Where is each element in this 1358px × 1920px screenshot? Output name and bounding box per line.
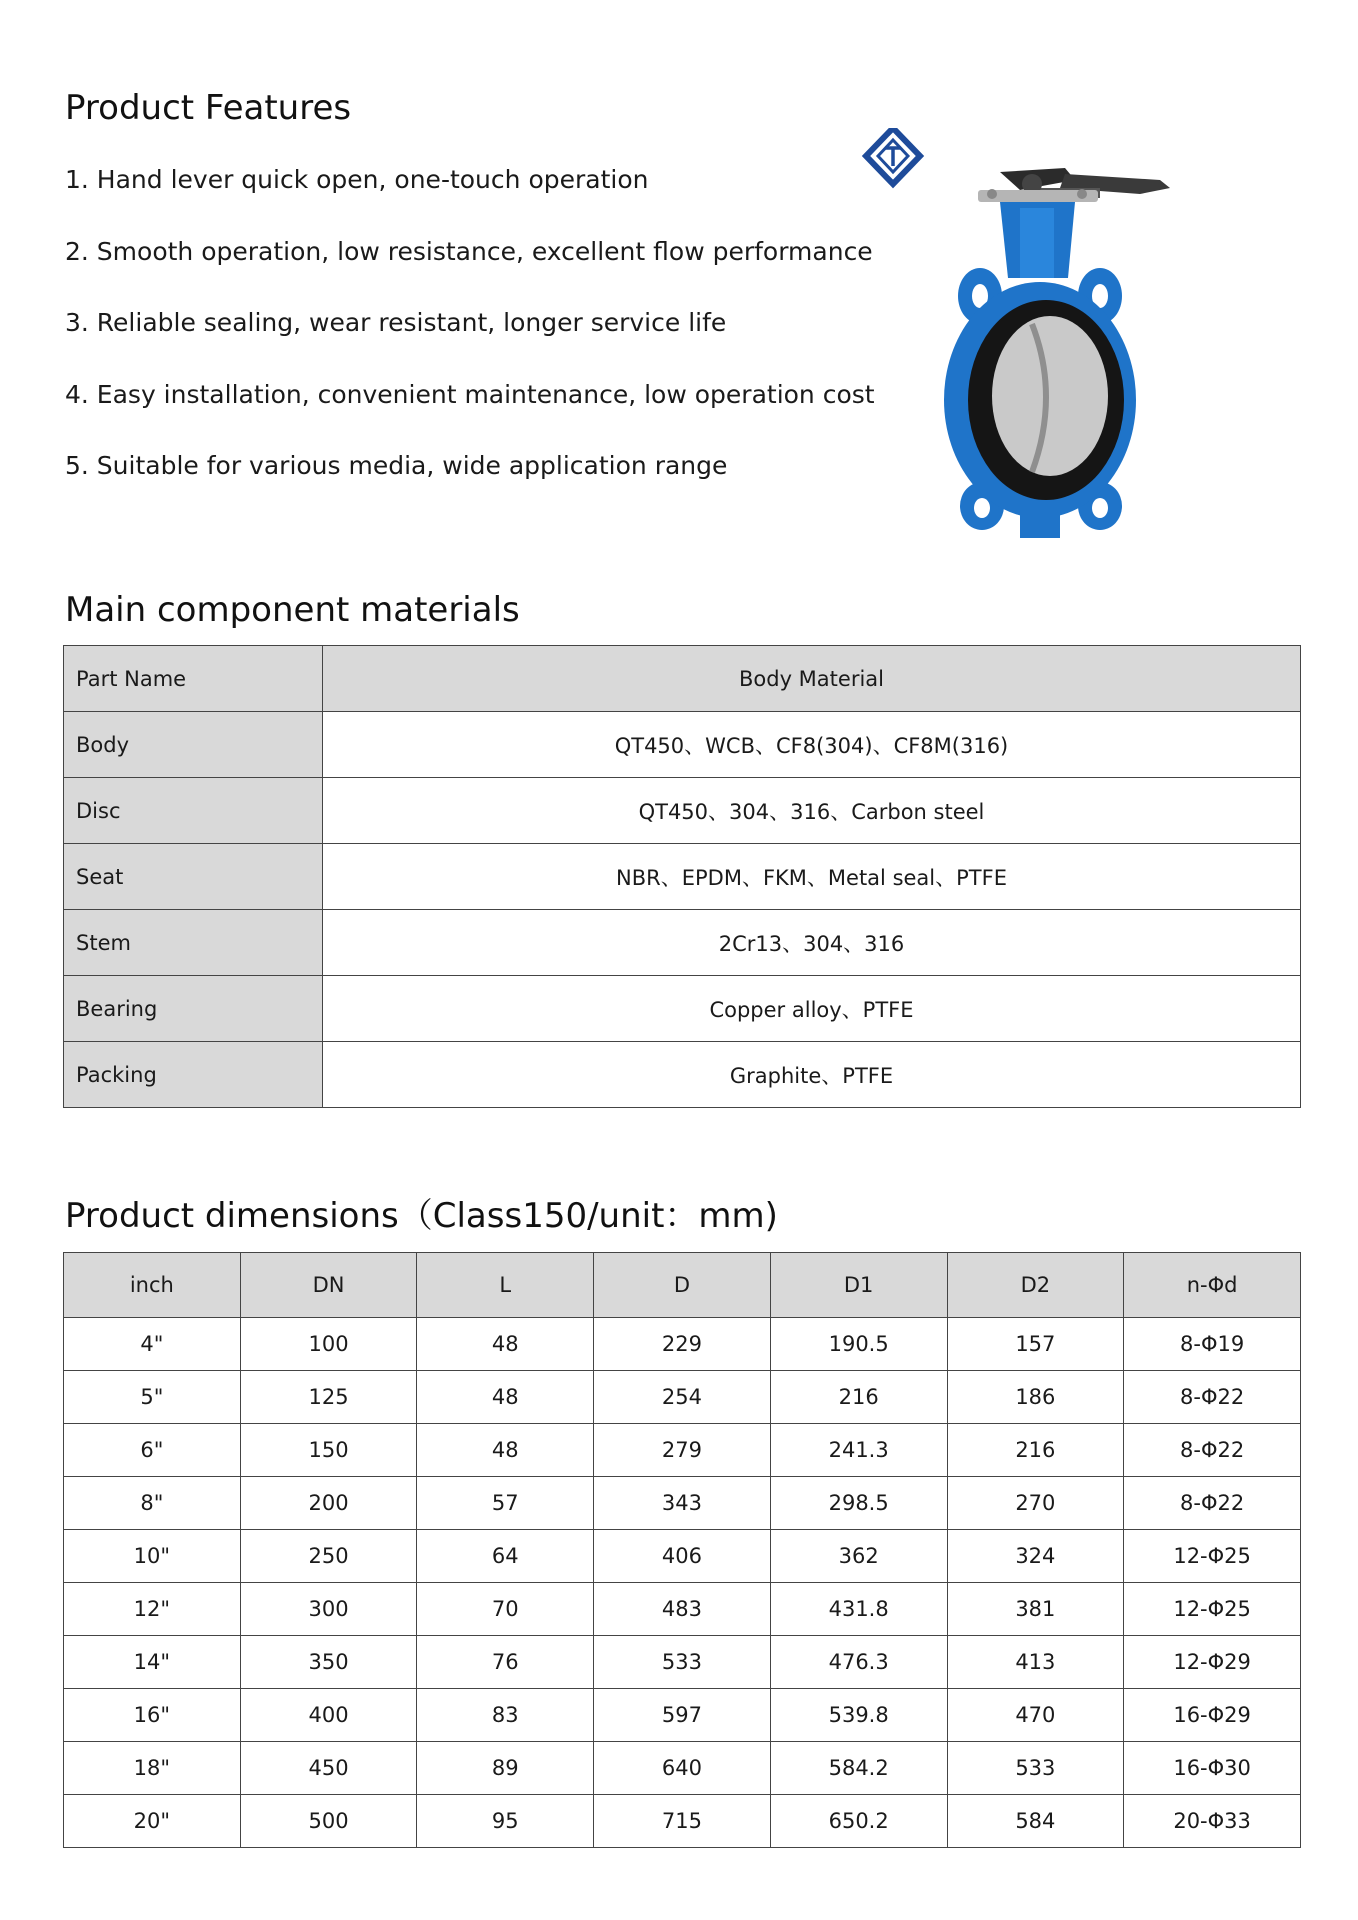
cell-d2: 533 <box>947 1742 1124 1795</box>
cell-n-phi-d: 8-Φ19 <box>1124 1318 1301 1371</box>
cell-d: 406 <box>594 1530 771 1583</box>
feature-item: 5. Suitable for various media, wide application range <box>65 451 728 480</box>
cell-inch: 20" <box>64 1795 241 1848</box>
table-row <box>64 1424 1301 1477</box>
cell-d1: 190.5 <box>770 1318 947 1371</box>
feature-item: 3. Reliable sealing, wear resistant, longer service life <box>65 308 727 337</box>
part-name-cell: Body <box>64 712 323 778</box>
cell-d1: 650.2 <box>770 1795 947 1848</box>
materials-table <box>63 645 1301 1108</box>
cell-d: 597 <box>594 1689 771 1742</box>
cell-d: 715 <box>594 1795 771 1848</box>
cell-d2: 324 <box>947 1530 1124 1583</box>
butterfly-valve-illustration <box>860 128 1220 540</box>
cell-n-phi-d: 16-Φ29 <box>1124 1689 1301 1742</box>
feature-list <box>65 160 875 518</box>
table-row <box>64 1583 1301 1636</box>
cell-d2: 470 <box>947 1689 1124 1742</box>
feature-item: 1. Hand lever quick open, one-touch operation <box>65 165 649 194</box>
header-d1: D1 <box>770 1253 947 1318</box>
cell-inch: 4" <box>64 1318 241 1371</box>
cell-d: 343 <box>594 1477 771 1530</box>
cell-d1: 362 <box>770 1530 947 1583</box>
cell-n-phi-d: 12-Φ25 <box>1124 1530 1301 1583</box>
header-n-phi-d: n-Φd <box>1124 1253 1301 1318</box>
cell-l: 48 <box>417 1371 594 1424</box>
cell-l: 48 <box>417 1424 594 1477</box>
cell-dn: 150 <box>240 1424 417 1477</box>
cell-l: 89 <box>417 1742 594 1795</box>
cell-n-phi-d: 12-Φ25 <box>1124 1583 1301 1636</box>
cell-d2: 413 <box>947 1636 1124 1689</box>
cell-d2: 216 <box>947 1424 1124 1477</box>
cell-d1: 241.3 <box>770 1424 947 1477</box>
cell-l: 64 <box>417 1530 594 1583</box>
cell-d1: 476.3 <box>770 1636 947 1689</box>
table-row <box>64 1742 1301 1795</box>
material-cell: Graphite、PTFE <box>323 1042 1301 1108</box>
cell-inch: 5" <box>64 1371 241 1424</box>
cell-n-phi-d: 8-Φ22 <box>1124 1424 1301 1477</box>
header-body-material: Body Material <box>323 646 1301 712</box>
material-cell: QT450、304、316、Carbon steel <box>323 778 1301 844</box>
table-row <box>64 1477 1301 1530</box>
part-name-cell: Disc <box>64 778 323 844</box>
cell-dn: 200 <box>240 1477 417 1530</box>
table-row <box>64 712 1301 778</box>
feature-item: 4. Easy installation, convenient maintenance, low operation cost <box>65 379 875 409</box>
cell-l: 95 <box>417 1795 594 1848</box>
cell-inch: 6" <box>64 1424 241 1477</box>
cell-d2: 157 <box>947 1318 1124 1371</box>
cell-d: 229 <box>594 1318 771 1371</box>
cell-dn: 400 <box>240 1689 417 1742</box>
cell-n-phi-d: 16-Φ30 <box>1124 1742 1301 1795</box>
table-header-row <box>64 646 1301 712</box>
header-d2: D2 <box>947 1253 1124 1318</box>
feature-item: 2. Smooth operation, low resistance, excellent flow performance <box>65 236 873 266</box>
cell-d: 279 <box>594 1424 771 1477</box>
table-row <box>64 778 1301 844</box>
table-row <box>64 910 1301 976</box>
cell-n-phi-d: 8-Φ22 <box>1124 1371 1301 1424</box>
material-cell: NBR、EPDM、FKM、Metal seal、PTFE <box>323 844 1301 910</box>
features-title: Product Features <box>65 88 352 128</box>
table-row <box>64 1636 1301 1689</box>
part-name-cell: Stem <box>64 910 323 976</box>
cell-dn: 250 <box>240 1530 417 1583</box>
cell-n-phi-d: 8-Φ22 <box>1124 1477 1301 1530</box>
header-d: D <box>594 1253 771 1318</box>
table-row <box>64 1371 1301 1424</box>
cell-inch: 16" <box>64 1689 241 1742</box>
cell-dn: 100 <box>240 1318 417 1371</box>
cell-dn: 300 <box>240 1583 417 1636</box>
diamond-logo-icon <box>866 128 920 184</box>
cell-d1: 431.8 <box>770 1583 947 1636</box>
material-cell: Copper alloy、PTFE <box>323 976 1301 1042</box>
header-part-name: Part Name <box>64 646 323 712</box>
cell-l: 83 <box>417 1689 594 1742</box>
table-row <box>64 976 1301 1042</box>
cell-inch: 10" <box>64 1530 241 1583</box>
table-row <box>64 844 1301 910</box>
cell-d1: 539.8 <box>770 1689 947 1742</box>
cell-l: 48 <box>417 1318 594 1371</box>
lever-handle <box>978 168 1170 202</box>
table-row <box>64 1530 1301 1583</box>
header-l: L <box>417 1253 594 1318</box>
cell-n-phi-d: 20-Φ33 <box>1124 1795 1301 1848</box>
cell-l: 57 <box>417 1477 594 1530</box>
cell-d2: 186 <box>947 1371 1124 1424</box>
cell-inch: 14" <box>64 1636 241 1689</box>
cell-d: 640 <box>594 1742 771 1795</box>
cell-d1: 216 <box>770 1371 947 1424</box>
dimensions-title: Product dimensions（Class150/unit：mm) <box>65 1196 778 1236</box>
header-inch: inch <box>64 1253 241 1318</box>
table-row <box>64 1318 1301 1371</box>
table-row <box>64 1795 1301 1848</box>
table-row <box>64 1689 1301 1742</box>
product-image <box>860 128 1220 540</box>
part-name-cell: Bearing <box>64 976 323 1042</box>
cell-d2: 584 <box>947 1795 1124 1848</box>
cell-inch: 12" <box>64 1583 241 1636</box>
cell-dn: 125 <box>240 1371 417 1424</box>
cell-d: 254 <box>594 1371 771 1424</box>
cell-d: 483 <box>594 1583 771 1636</box>
cell-inch: 18" <box>64 1742 241 1795</box>
material-cell: 2Cr13、304、316 <box>323 910 1301 976</box>
table-header-row <box>64 1253 1301 1318</box>
materials-title: Main component materials <box>65 590 520 630</box>
cell-d: 533 <box>594 1636 771 1689</box>
table-row <box>64 1042 1301 1108</box>
part-name-cell: Packing <box>64 1042 323 1108</box>
dimensions-table <box>63 1252 1301 1848</box>
part-name-cell: Seat <box>64 844 323 910</box>
cell-d2: 270 <box>947 1477 1124 1530</box>
header-dn: DN <box>240 1253 417 1318</box>
cell-l: 70 <box>417 1583 594 1636</box>
cell-d2: 381 <box>947 1583 1124 1636</box>
cell-dn: 500 <box>240 1795 417 1848</box>
material-cell: QT450、WCB、CF8(304)、CF8M(316) <box>323 712 1301 778</box>
cell-dn: 350 <box>240 1636 417 1689</box>
cell-l: 76 <box>417 1636 594 1689</box>
cell-n-phi-d: 12-Φ29 <box>1124 1636 1301 1689</box>
cell-dn: 450 <box>240 1742 417 1795</box>
cell-d1: 298.5 <box>770 1477 947 1530</box>
cell-d1: 584.2 <box>770 1742 947 1795</box>
cell-inch: 8" <box>64 1477 241 1530</box>
